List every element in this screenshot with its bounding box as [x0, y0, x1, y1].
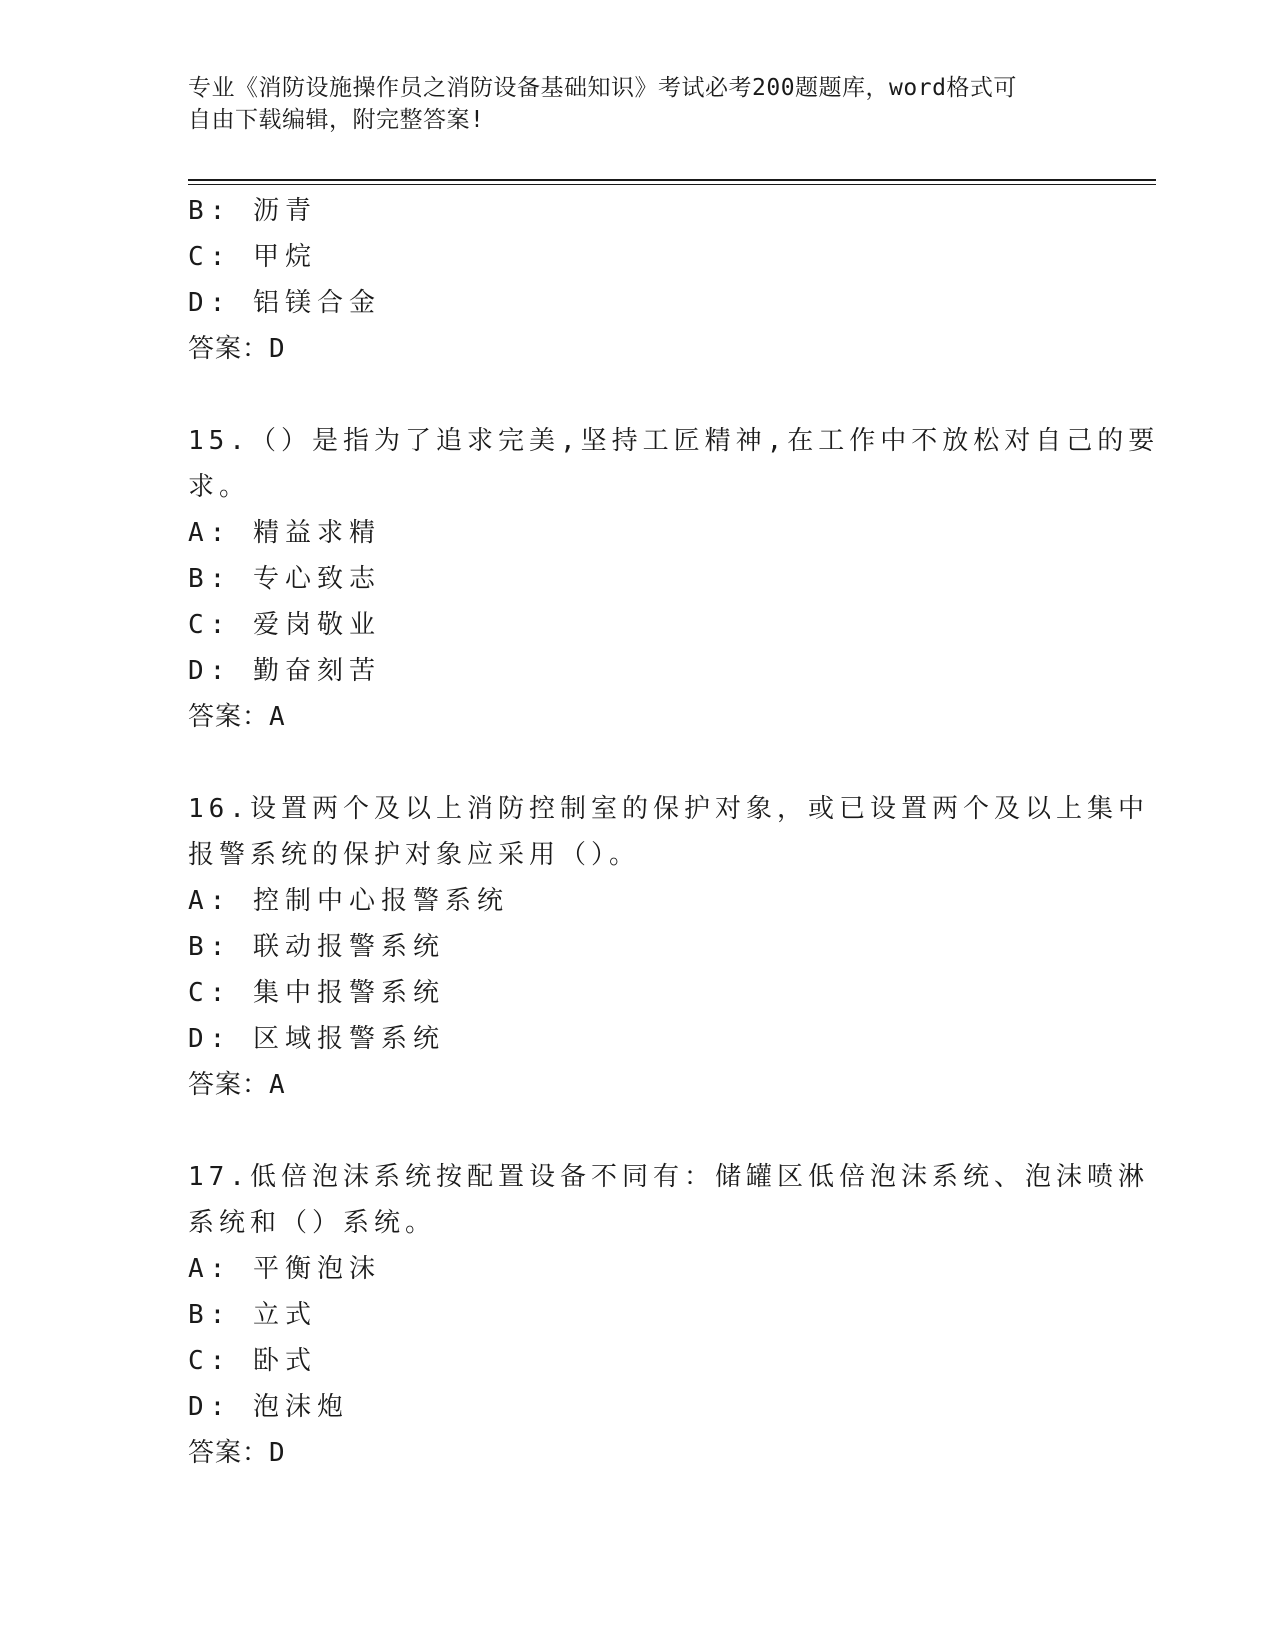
question-stem-line-1: 17.低倍泡沫系统按配置设备不同有：储罐区低倍泡沫系统、泡沫喷淋 — [188, 1162, 1149, 1192]
question-stem-line-2: 求。 — [188, 472, 251, 502]
question-stem — [188, 418, 1160, 510]
option-c: C: 卧式 — [188, 1346, 317, 1376]
option-c: C: 爱岗敬业 — [188, 610, 381, 640]
question-17 — [188, 1154, 1149, 1476]
option-b: B: 立式 — [188, 1300, 317, 1330]
question-stem-line-1: 16.设置两个及以上消防控制室的保护对象，或已设置两个及以上集中 — [188, 794, 1149, 824]
option-a: A: 平衡泡沫 — [188, 1254, 381, 1284]
option-b: B: 专心致志 — [188, 564, 381, 594]
question-15 — [188, 418, 1160, 740]
option-a: A: 精益求精 — [188, 518, 381, 548]
option-b: B: 联动报警系统 — [188, 932, 445, 962]
question-stem — [188, 786, 1149, 878]
option-c: C: 甲烷 — [188, 242, 317, 272]
question-stem-line-2: 系统和（）系统。 — [188, 1208, 437, 1238]
option-d: D: 勤奋刻苦 — [188, 656, 381, 686]
option-a: A: 控制中心报警系统 — [188, 886, 509, 916]
answer-line: 答案：A — [188, 1070, 286, 1100]
question-stem-line-2: 报警系统的保护对象应采用（）。 — [188, 840, 641, 870]
question-stem — [188, 1154, 1149, 1246]
question-stem-line-1: 15.（）是指为了追求完美,坚持工匠精神,在工作中不放松对自己的要 — [188, 426, 1160, 456]
option-d: D: 铝镁合金 — [188, 288, 381, 318]
question-16 — [188, 786, 1149, 1108]
header-title-line-1: 专业《消防设施操作员之消防设备基础知识》考试必考200题题库，word格式可 — [188, 75, 1017, 101]
option-c: C: 集中报警系统 — [188, 978, 445, 1008]
header-rule-thin — [188, 184, 1156, 185]
option-b: B: 沥青 — [188, 196, 317, 226]
option-d: D: 泡沫炮 — [188, 1392, 349, 1422]
answer-line: 答案：A — [188, 702, 286, 732]
answer-line: 答案：D — [188, 1438, 286, 1468]
option-d: D: 区域报警系统 — [188, 1024, 445, 1054]
answer-line: 答案：D — [188, 334, 286, 364]
question-14-tail — [188, 188, 1088, 372]
question-list — [188, 188, 1160, 1476]
header-title-line-2: 自由下载编辑，附完整答案! — [188, 107, 485, 133]
header-rule-thick — [188, 179, 1156, 181]
document-header — [188, 72, 1068, 136]
